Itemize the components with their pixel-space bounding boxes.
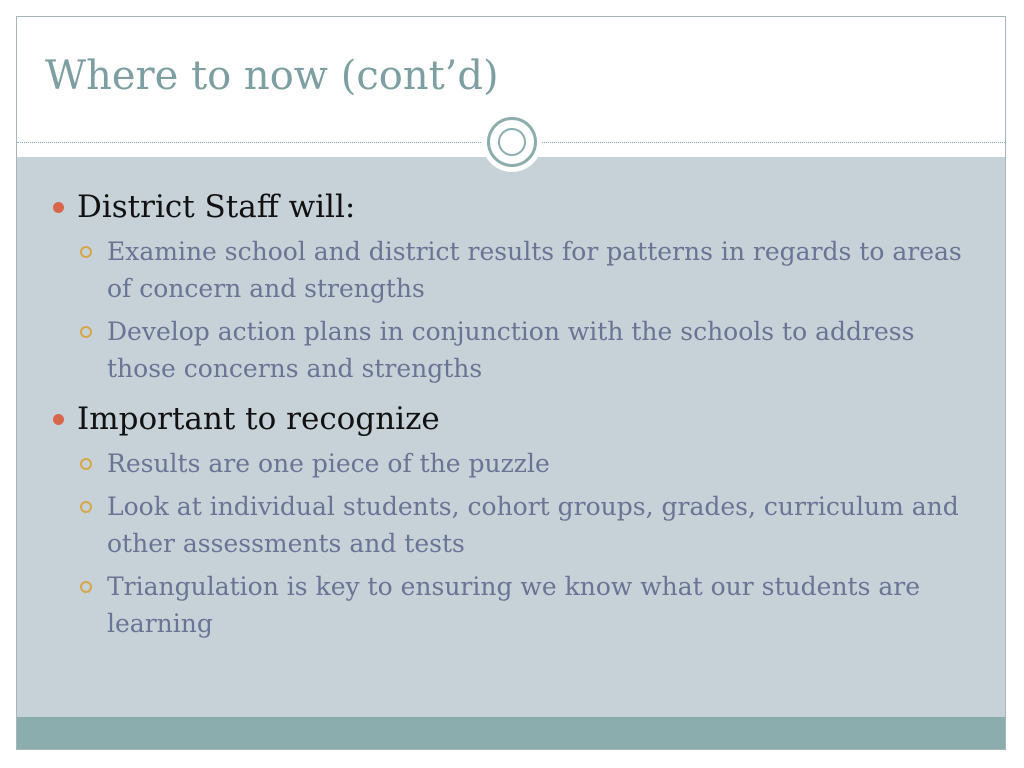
hollow-circle-bullet-icon (80, 326, 92, 338)
hollow-circle-bullet-icon (80, 581, 92, 593)
bullet-level1 (47, 399, 977, 439)
bullet-level1 (47, 187, 977, 227)
sub-bullet-text: Triangulation is key to ensuring we know what our students are learning (107, 572, 921, 638)
slide (16, 16, 1006, 750)
sub-bullet (47, 568, 977, 642)
filled-dot-bullet-icon (53, 202, 64, 213)
hollow-circle-bullet-icon (80, 246, 92, 258)
sub-bullet (47, 445, 977, 482)
hollow-circle-bullet-icon (80, 458, 92, 470)
footer-band (17, 717, 1005, 750)
slide-title: Where to now (cont’d) (45, 53, 499, 99)
sub-bullet-text: Examine school and district results for patterns in regards to areas of concern and strengths (107, 237, 962, 303)
filled-dot-bullet-icon (53, 414, 64, 425)
divider-inner-circle-icon (498, 128, 526, 156)
sub-bullet-text: Results are one piece of the puzzle (107, 449, 550, 478)
sub-bullet-text: Develop action plans in conjunction with the schools to address those concerns and strengths (107, 317, 915, 383)
sub-bullet (47, 488, 977, 562)
bullet-text: District Staff will: (77, 189, 356, 225)
sub-bullet (47, 233, 977, 307)
sub-bullet-text: Look at individual students, cohort groups, grades, curriculum and other assessments and tests (107, 492, 959, 558)
bullet-text: Important to recognize (77, 401, 440, 437)
sub-bullet (47, 313, 977, 387)
divider-circle-icon (487, 117, 537, 167)
bullet-list (47, 181, 977, 642)
hollow-circle-bullet-icon (80, 501, 92, 513)
